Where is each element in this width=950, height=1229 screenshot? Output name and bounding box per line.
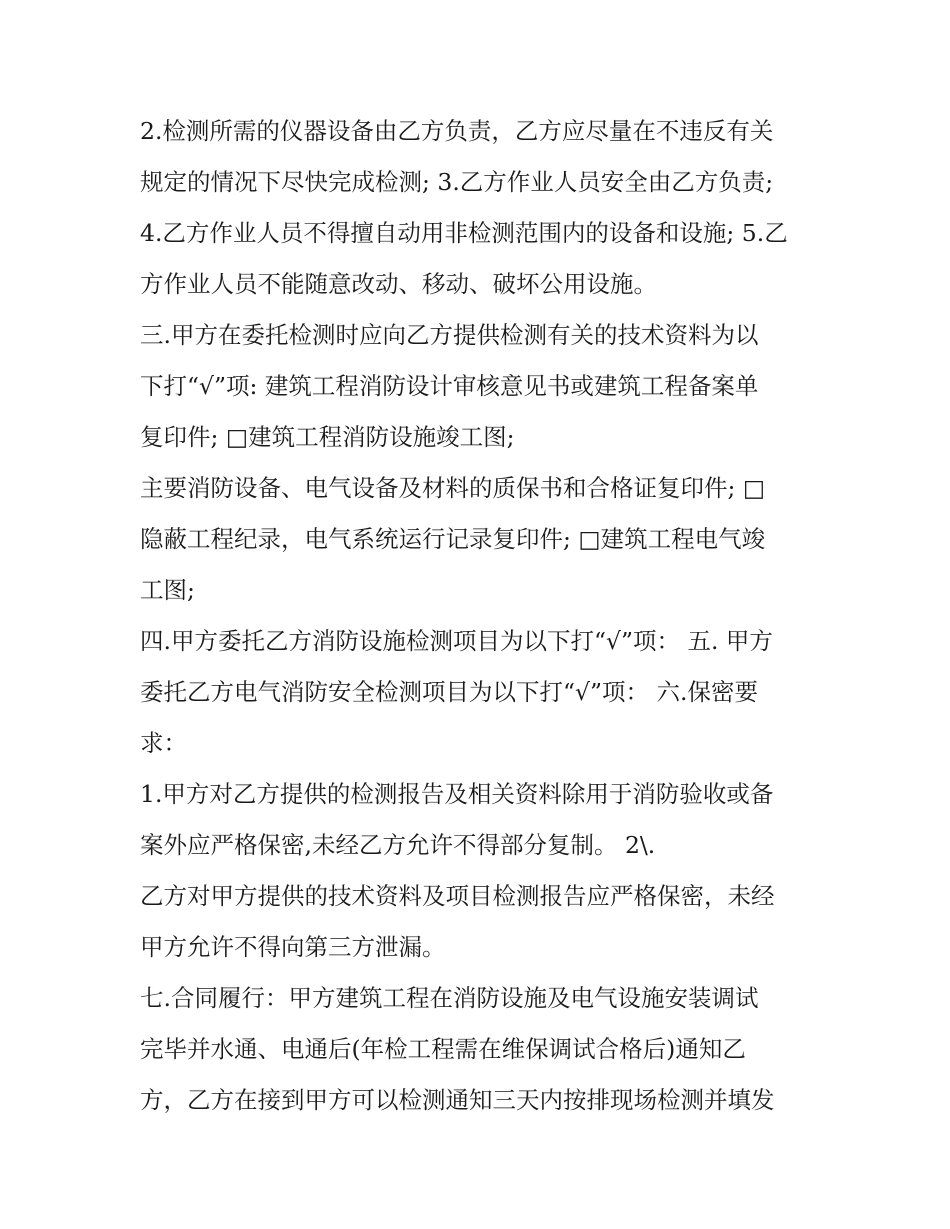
text-line: 方，乙方在接到甲方可以检测通知三天内按排现场检测并填发: [140, 1086, 775, 1114]
text-line: 4.乙方作业人员不得擅自动用非检测范围内的设备和设施; 5.乙: [140, 219, 788, 247]
text-line: 规定的情况下尽快完成检测; 3.乙方作业人员安全由乙方负责;: [140, 168, 774, 196]
document-body: [140, 106, 830, 1126]
text-line: 委托乙方电气消防安全检测项目为以下打“√”项： 六.保密要: [140, 678, 758, 706]
text-line: 乙方对甲方提供的技术资料及项目检测报告应严格保密，未经: [140, 882, 775, 910]
text-line: 工图;: [140, 576, 195, 604]
text-line: 案外应严格保密,未经乙方允许不得部分复制。 2\.: [140, 831, 656, 859]
text-line: 1.甲方对乙方提供的检测报告及相关资料除用于消防验收或备: [140, 780, 774, 808]
text-line: 复印件; □建筑工程消防设施竣工图;: [140, 423, 515, 451]
text-line: 隐蔽工程纪录，电气系统运行记录复印件; □建筑工程电气竣: [140, 525, 766, 553]
text-line: 甲方允许不得向第三方泄漏。: [140, 933, 446, 961]
text-line: 下打“√”项: 建筑工程消防设计审核意见书或建筑工程备案单: [140, 372, 759, 400]
text-line: 求：: [140, 729, 187, 757]
text-line: 完毕并水通、电通后(年检工程需在维保调试合格后)通知乙: [140, 1035, 746, 1063]
text-line: 三.甲方在委托检测时应向乙方提供检测有关的技术资料为以: [140, 321, 759, 349]
text-line: 主要消防设备、电气设备及材料的质保书和合格证复印件; □: [140, 474, 766, 502]
text-line: 七.合同履行：甲方建筑工程在消防设施及电气设施安装调试: [140, 984, 759, 1012]
text-line: 四.甲方委托乙方消防设施检测项目为以下打“√”项： 五. 甲方: [140, 627, 773, 655]
text-line: 2.检测所需的仪器设备由乙方负责，乙方应尽量在不违反有关: [140, 117, 774, 145]
text-line: 方作业人员不能随意改动、移动、破坏公用设施。: [140, 270, 657, 298]
